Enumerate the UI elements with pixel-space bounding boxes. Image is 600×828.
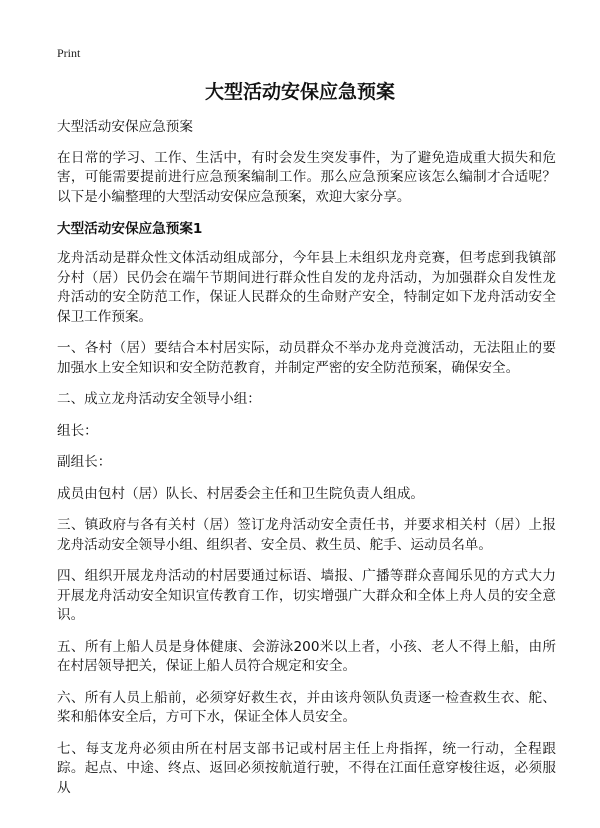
intro-paragraph: 在日常的学习、工作、生活中，有时会发生突发事件，为了避免造成重大损失和危害，可能需要提前进行应急预案编制工作。那么应急预案应该怎么编制才合适呢？以下是小编整理的大型活动安保应急预案，欢迎大家分享。 <box>57 149 556 205</box>
body-paragraph: 四、组织开展龙舟活动的村居要通过标语、墙报、广播等群众喜闻乐见的方式大力开展龙舟活动安全知识宣传教育工作，切实增强广大群众和全体上舟人员的安全意识。 <box>57 568 556 623</box>
body-paragraph: 组长： <box>57 422 98 439</box>
document-subtitle: 大型活动安保应急预案 <box>57 119 193 135</box>
print-link[interactable]: Print <box>57 46 81 60</box>
body-paragraph: 副组长： <box>57 454 112 470</box>
body-paragraph: 二、成立龙舟活动安全领导小组： <box>57 391 261 407</box>
document-title: 大型活动安保应急预案 <box>204 81 395 103</box>
body-paragraph: 龙舟活动是群众性文体活动组成部分，今年县上未组织龙舟竞赛，但考虑到我镇部分村（居）民仍会在端午节期间进行群众性自发的龙舟活动，为加强群众自发性龙舟活动的安全防范工作，保证人民群众的生命财产安全，特制定如下龙舟活动安全保卫工作预案。 <box>57 250 556 325</box>
body-paragraph: 一、各村（居）要结合本村居实际，动员群众不举办龙舟竞渡活动，无法阻止的要加强水上安全知识和安全防范教育，并制定严密的安全防范预案，确保安全。 <box>57 340 556 376</box>
section-heading: 大型活动安保应急预案1 <box>57 221 203 237</box>
body-paragraph: 六、所有人员上船前，必须穿好救生衣，并由该舟领队负责逐一检查救生衣、舵、桨和船体安全后，方可下水，保证全体人员安全。 <box>57 689 556 725</box>
body-paragraph: 成员由包村（居）队长、村居委会主任和卫生院负责人组成。 <box>57 485 425 502</box>
body-paragraph: 五、所有上船人员是身体健康、会游泳200米以上者，小孩、老人不得上船，由所在村居领导把关，保证上船人员符合规定和安全。 <box>57 638 556 674</box>
body-paragraph: 七、每支龙舟必须由所在村居支部书记或村居主任上舟指挥，统一行动，全程跟踪。起点、中途、终点、返回必须按航道行驶，不得在江面任意穿梭往返，必须服从 <box>57 740 556 796</box>
body-paragraph: 三、镇政府与各有关村（居）签订龙舟活动安全责任书，并要求相关村（居）上报龙舟活动安全领导小组、组织者、安全员、救生员、舵手、运动员名单。 <box>57 517 556 553</box>
document-body <box>57 118 556 810</box>
